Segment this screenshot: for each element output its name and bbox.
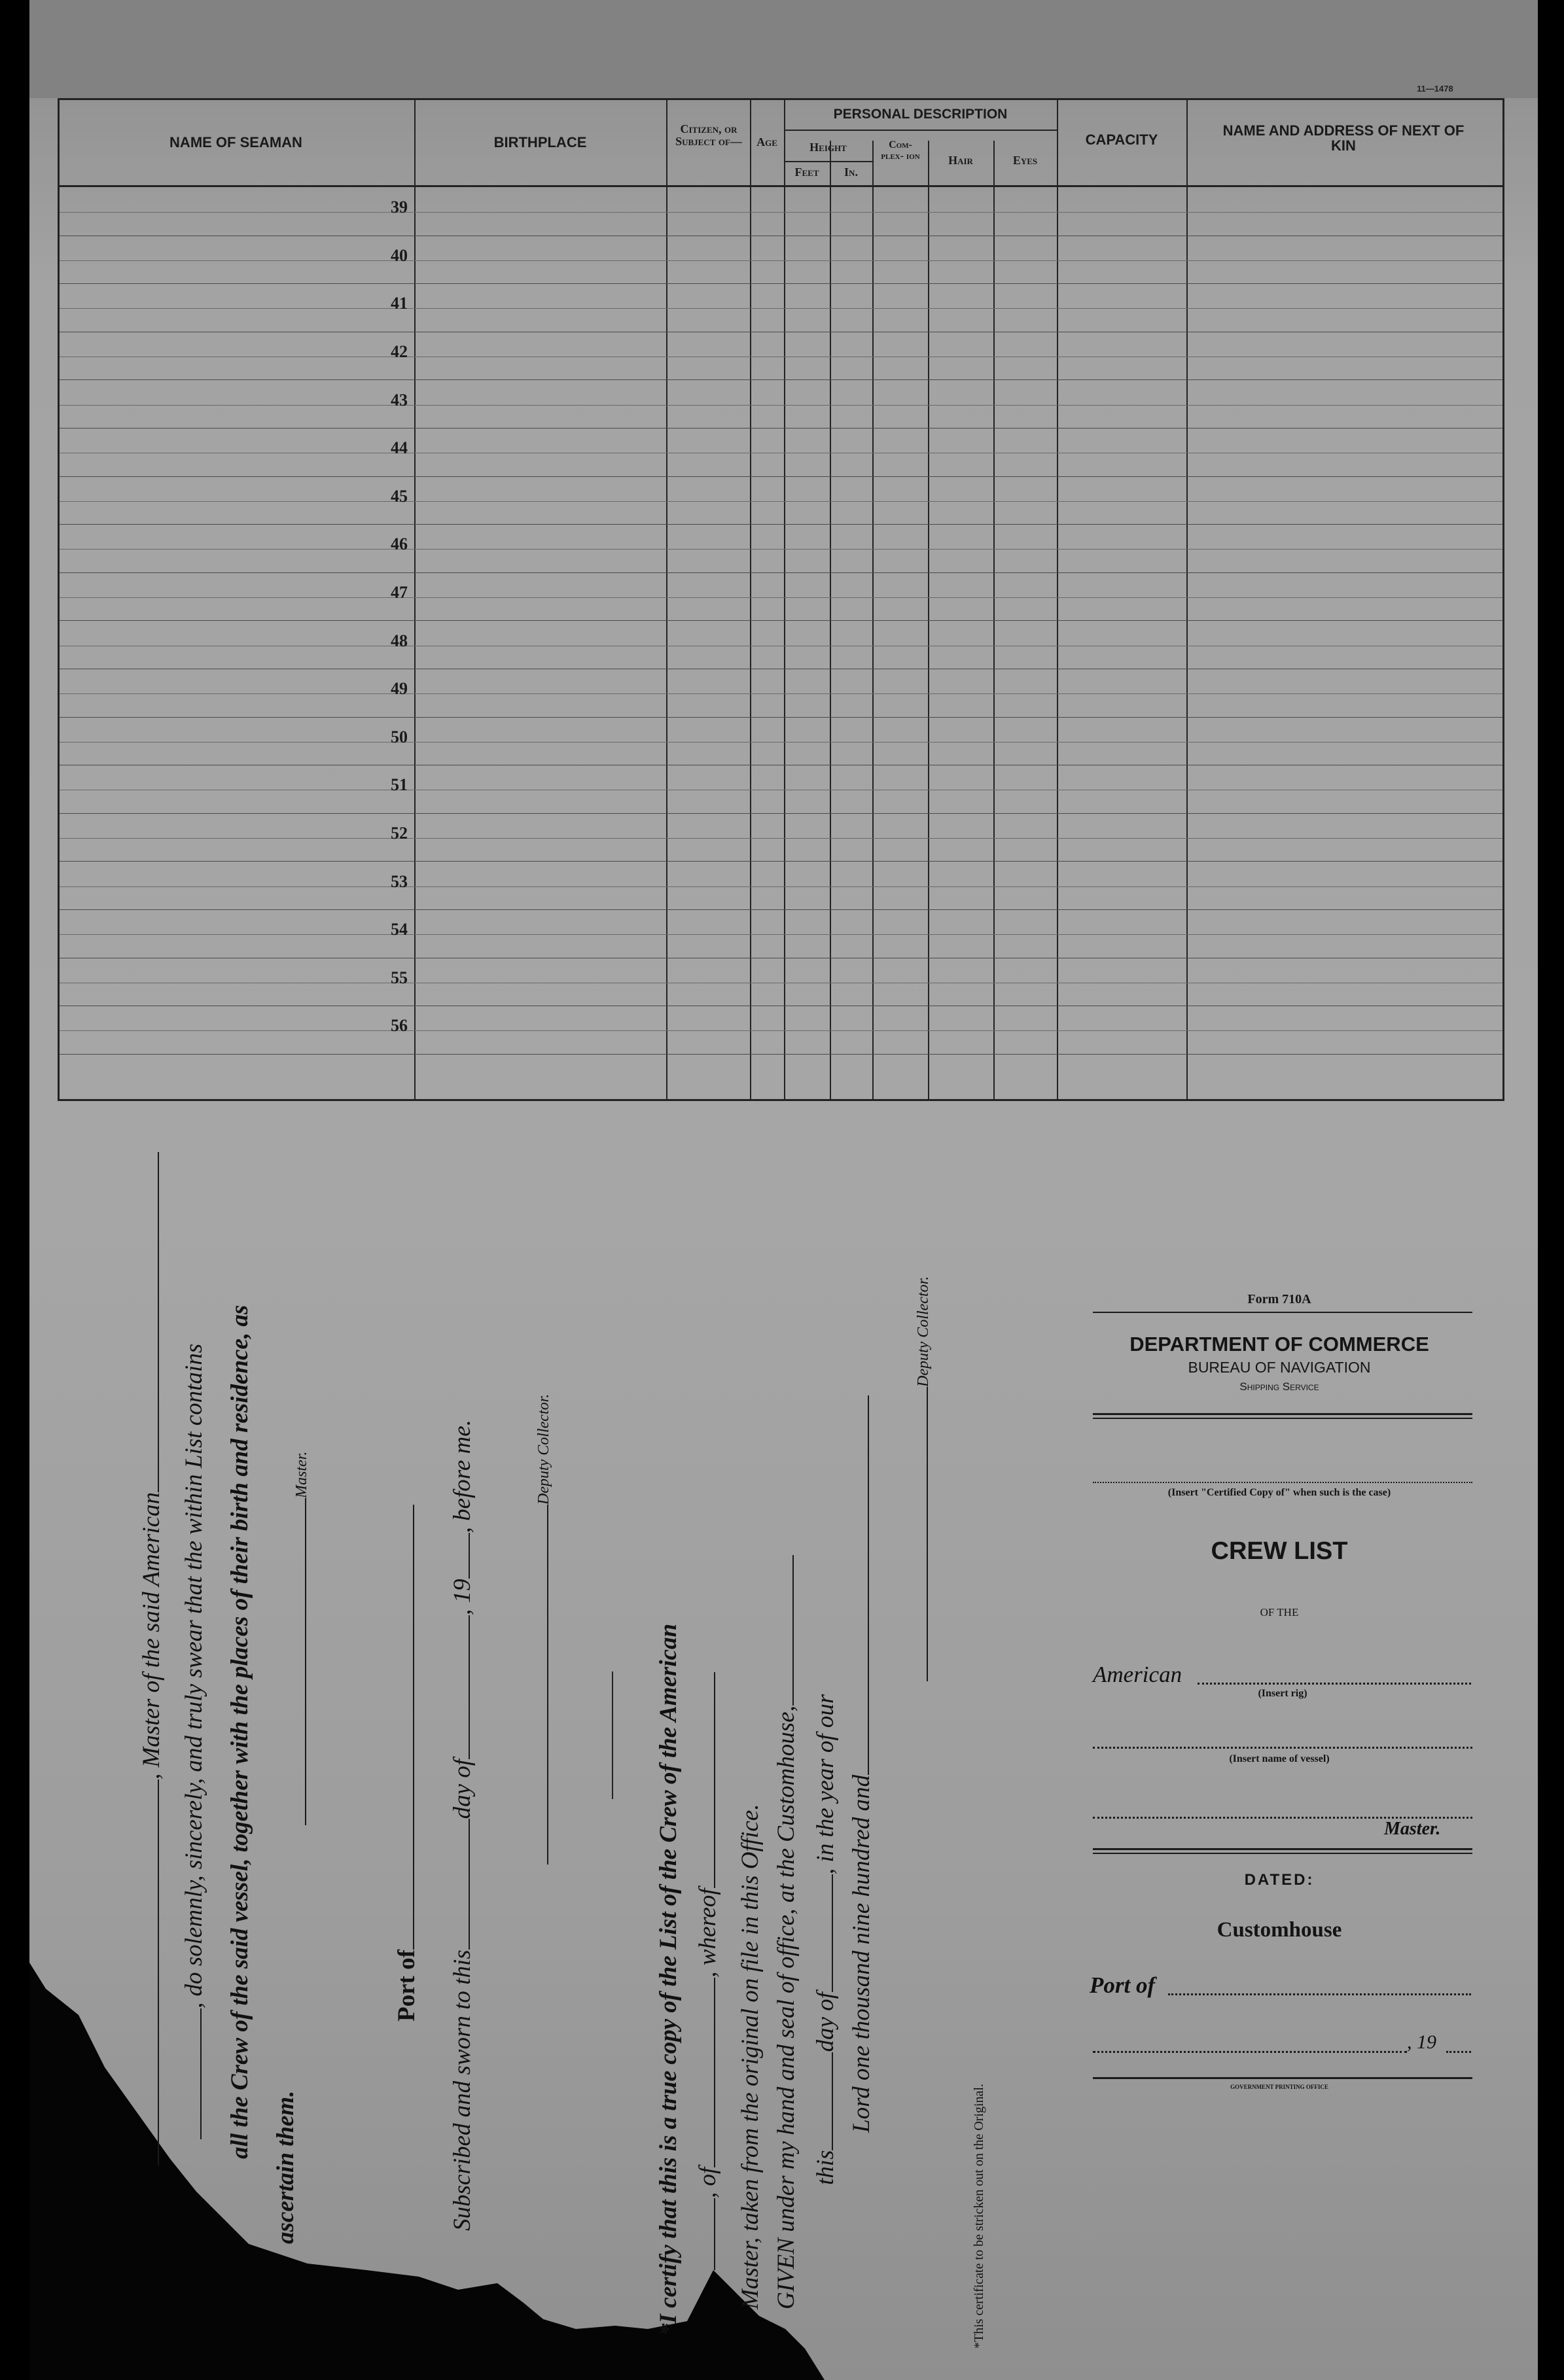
row-line [60, 861, 1502, 862]
certify-line-6: Lord one thousand nine hundred and [847, 1395, 876, 2133]
header-birthplace: BIRTHPLACE [493, 134, 587, 150]
port-of-line: Port of [393, 1505, 421, 2021]
certify-line-4: GIVEN under my hand and seal of office, at the Customhouse, [772, 1555, 800, 2309]
row-line [60, 909, 1502, 910]
row-number: 48 [391, 631, 408, 650]
certify-line-1: *I certify that this is a true copy of the List of the Crew of the American [655, 1623, 682, 2336]
docket-insert-rig: (Insert rig) [1258, 1688, 1307, 1699]
header-complexion: Com- plex- ion [881, 139, 920, 162]
row-number: 46 [391, 534, 408, 554]
docket-insert-vessel: (Insert name of vessel) [1229, 1753, 1330, 1764]
docket-service: Shipping Service [1239, 1380, 1319, 1393]
row-line [60, 524, 1502, 525]
row-subline [60, 212, 1502, 213]
row-subline [60, 934, 1502, 935]
docket-port-of: Port of [1090, 1972, 1156, 1998]
header-height: Height [809, 141, 847, 154]
row-number: 52 [391, 823, 408, 843]
row-line [60, 1054, 1502, 1055]
master-oath-line-1: , Master of the said American [137, 1152, 166, 2165]
row-number: 43 [391, 390, 408, 410]
row-number: 40 [391, 245, 408, 265]
header-name-of-seaman: NAME OF SEAMAN [169, 134, 302, 150]
docket-bureau: BUREAU OF NAVIGATION [1188, 1359, 1371, 1376]
docket-insert-certified: (Insert "Certified Copy of" when such is the case) [1167, 1487, 1391, 1498]
row-line [60, 283, 1502, 284]
master-signature-line: Master. [285, 1452, 313, 1825]
docket-year: , 19 [1407, 2031, 1436, 2053]
certify-line-2: , of, whereof [694, 1672, 722, 2270]
header-capacity: CAPACITY [1085, 131, 1158, 148]
header-next-of-kin: NAME AND ADDRESS OF NEXT OF KIN [1222, 122, 1465, 154]
header-feet: Feet [794, 166, 819, 179]
docket-department: DEPARTMENT OF COMMERCE [1129, 1333, 1429, 1356]
row-subline [60, 693, 1502, 694]
crew-table [58, 98, 1504, 1102]
row-number: 51 [391, 775, 408, 795]
certificate-footnote: *This certificate to be stricken out on the Original. [972, 2084, 986, 2349]
form-number-top: 11—1478 [1417, 84, 1453, 94]
header-eyes: Eyes [1012, 154, 1038, 167]
row-subline [60, 1030, 1502, 1031]
row-line [60, 813, 1502, 814]
docket-panel [1086, 1292, 1472, 2097]
row-number: 50 [391, 727, 408, 746]
subscribed-line: Subscribed and sworn to thisday of, 19, before me. [449, 1420, 476, 2231]
header-inches: In. [844, 166, 858, 179]
row-number: 53 [391, 871, 408, 891]
row-number: 54 [391, 920, 408, 939]
certify-line-5: thisday of, in the year of our [812, 1694, 839, 2185]
docket-printer: GOVERNMENT PRINTING OFFICE [1230, 2084, 1328, 2090]
row-number: 56 [391, 1016, 408, 1036]
certify-line-3: Master, taken from the original on file in this Office. [737, 1804, 764, 2309]
row-line [60, 717, 1502, 718]
row-number: 42 [391, 341, 408, 361]
docket-title: CREW LIST [1211, 1537, 1348, 1565]
row-line [60, 620, 1502, 621]
docket-form-number: Form 710A [1247, 1292, 1311, 1306]
row-subline [60, 597, 1502, 598]
row-subline [60, 260, 1502, 261]
row-subline [60, 886, 1502, 887]
master-oath-line-4: ascertain them. [272, 2090, 299, 2244]
docket-customhouse: Customhouse [1217, 1918, 1342, 1942]
row-line [60, 379, 1502, 380]
row-number: 41 [391, 294, 408, 313]
row-number: 49 [391, 679, 408, 699]
row-subline [60, 549, 1502, 550]
deputy-collector-2: Deputy Collector. [906, 1276, 934, 1681]
row-subline [60, 308, 1502, 309]
row-line [60, 428, 1502, 429]
row-number: 45 [391, 486, 408, 506]
row-number: 55 [391, 968, 408, 987]
master-oath-line-3: all the Crew of the said vessel, together with the places of their birth and residence, as [226, 1304, 253, 2159]
certificate-block [138, 1178, 1047, 2362]
header-personal-description: PERSONAL DESCRIPTION [833, 107, 1008, 122]
row-number: 44 [391, 438, 408, 458]
row-number: 47 [391, 582, 408, 602]
row-subline [60, 742, 1502, 743]
docket-master: Master. [1384, 1819, 1441, 1839]
master-oath-line-2: , do solemnly, sincerely, and truly swear that the within List contains [180, 1344, 208, 2139]
row-number: 39 [391, 198, 408, 217]
row-subline [60, 838, 1502, 839]
docket-of-the: OF THE [1260, 1606, 1299, 1619]
header-citizen: Citizen, or Subject of— [675, 122, 742, 148]
row-line [60, 572, 1502, 573]
docket-american: American [1093, 1662, 1182, 1687]
row-line [60, 476, 1502, 477]
deputy-collector-1: Deputy Collector. [527, 1394, 555, 1864]
header-hair: Hair [948, 154, 973, 167]
header-age: Age [756, 135, 777, 149]
row-subline [60, 501, 1502, 502]
row-subline [60, 405, 1502, 406]
separator-rule [612, 1671, 613, 1799]
docket-dated: DATED: [1244, 1871, 1315, 1889]
